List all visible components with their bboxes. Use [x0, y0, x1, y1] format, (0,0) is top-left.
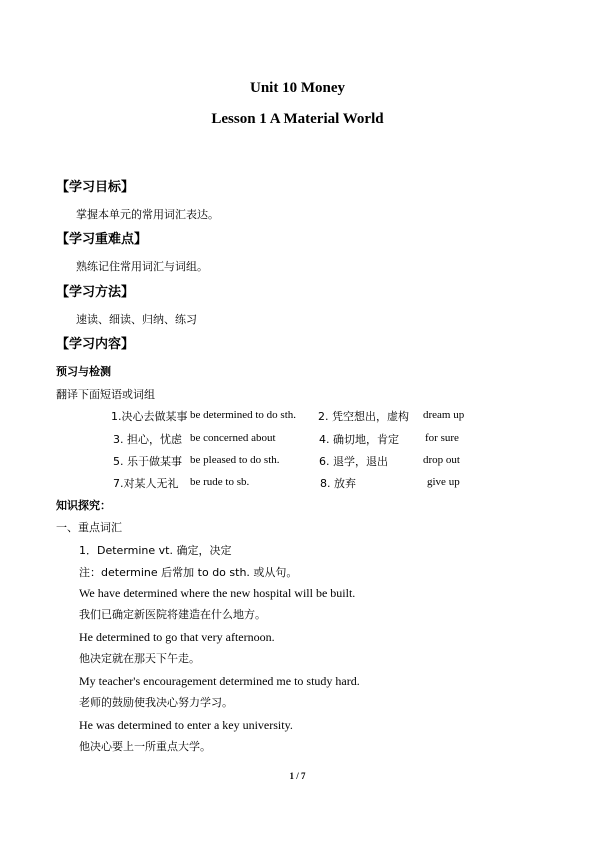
methods-text: 速读、细读、归纳、练习 [76, 313, 197, 326]
example-cn: 老师的鼓励使我决心努力学习。 [79, 696, 233, 709]
vocab-cell-en: be rude to sb. [190, 476, 250, 488]
content-heading: 【学习内容】 [56, 337, 135, 352]
explore-part-heading: 一、重点词汇 [56, 521, 122, 534]
preview-heading: 预习与检测 [56, 365, 111, 378]
page-title: Unit 10 Money [250, 80, 345, 96]
vocab-cell-cn: 6. 退学，退出 [319, 455, 388, 468]
vocab-cell-cn: 1.决心去做某事 [111, 410, 188, 423]
example-cn: 他决心要上一所重点大学。 [79, 740, 211, 753]
objectives-text: 掌握本单元的常用词汇表达。 [76, 208, 219, 221]
example-en: My teacher's encouragement determined me to study hard. [79, 674, 360, 688]
vocab-cell-en: be determined to do sth. [190, 409, 297, 421]
vocab-cell-cn: 3. 担心，忧虑 [113, 433, 182, 446]
vocab-cell-en: be concerned about [190, 432, 276, 444]
example-cn: 他决定就在那天下午走。 [79, 652, 200, 665]
vocab-cell-cn: 7.对某人无礼 [113, 477, 179, 490]
explore-heading: 知识探究： [56, 499, 111, 512]
example-en: He was determined to enter a key university. [79, 718, 293, 732]
vocab-cell-cn: 5. 乐于做某事 [113, 455, 182, 468]
methods-heading: 【学习方法】 [56, 285, 135, 300]
vocab-cell-en: dream up [423, 409, 465, 421]
usage-note: 注：determine 后常加 to do sth. 或从句。 [79, 566, 298, 579]
example-en: We have determined where the new hospital will be built. [79, 586, 356, 600]
vocab-cell-en: for sure [425, 432, 459, 444]
word-entry: 1．Determine vt. 确定，决定 [79, 544, 232, 557]
objectives-heading: 【学习目标】 [56, 180, 135, 195]
key-points-heading: 【学习重难点】 [56, 232, 148, 247]
preview-instruction: 翻译下面短语或词组 [56, 388, 155, 401]
vocab-cell-cn: 8. 放弃 [320, 477, 356, 490]
vocab-cell-en: drop out [423, 454, 460, 466]
vocab-cell-en: give up [427, 476, 460, 488]
vocab-cell-cn: 2. 凭空想出，虚构 [318, 410, 409, 423]
key-points-text: 熟练记住常用词汇与词组。 [76, 260, 208, 273]
example-cn: 我们已确定新医院将建造在什么地方。 [79, 608, 266, 621]
example-en: He determined to go that very afternoon. [79, 630, 275, 644]
page-number: 1 / 7 [289, 771, 306, 781]
vocab-cell-en: be pleased to do sth. [190, 454, 280, 466]
vocab-cell-cn: 4. 确切地，肯定 [319, 433, 399, 446]
page-subtitle: Lesson 1 A Material World [211, 111, 384, 127]
